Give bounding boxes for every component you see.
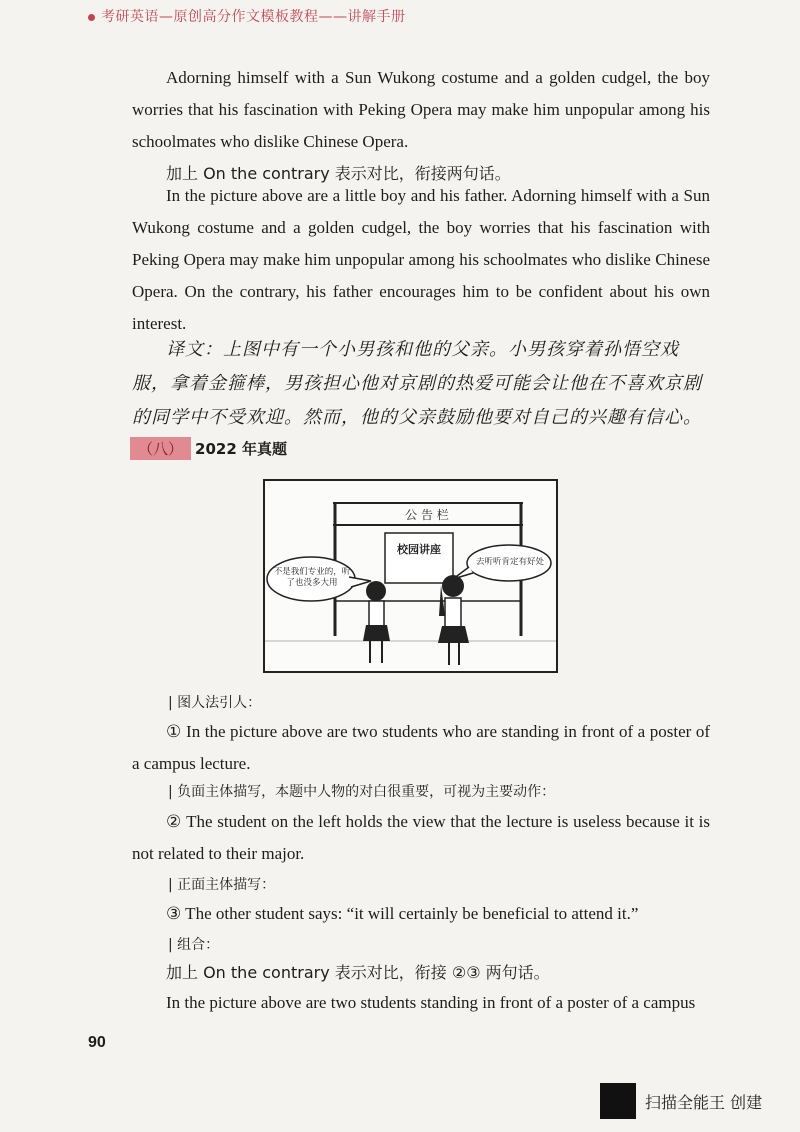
paragraph-1: Adorning himself with a Sun Wukong costume and a golden cudgel, the boy worries that his fascination with Peking Opera may make him unpopular among his schoolmates who dislike Chinese Opera. bbox=[132, 68, 710, 151]
step-3-label: | 正面主体描写： bbox=[168, 877, 276, 893]
step-5-text: In the picture above are two students standing in front of a poster of a campus bbox=[166, 993, 696, 1012]
qr-code-icon bbox=[600, 1083, 636, 1119]
board-title: 公 告 栏 bbox=[405, 508, 449, 522]
page-number: 90 bbox=[88, 1034, 106, 1051]
cartoon-illustration bbox=[265, 481, 556, 671]
step-2-text: ② The student on the left holds the view that the lecture is useless because it is not related to their major. bbox=[132, 812, 710, 863]
paragraph-3: In the picture above are a little boy and his father. Adorning himself with a Sun Wukong costume and a golden cudgel, the boy worries that his fascination with Peking Opera may make him unpopular among his schoolmates who dislike Chinese Opera. On the contrary, his father encourages him to be confident about his own interest. bbox=[132, 186, 710, 333]
step-1-label: | 图人法引人： bbox=[168, 695, 262, 711]
cartoon-figure bbox=[263, 479, 558, 673]
scanner-watermark: 扫描全能王 创建 bbox=[645, 1093, 763, 1112]
right-bubble-text: 去听听肯定有好处 bbox=[475, 557, 544, 567]
step-3-text: ③ The other student says: “it will certainly be beneficial to attend it.” bbox=[166, 904, 639, 923]
left-bubble-text: 不是我们专业的，听了也没多大用 bbox=[273, 567, 351, 588]
header-text: 考研英语—原创高分作文模板教程——讲解手册 bbox=[101, 9, 406, 25]
step-1-text: ① In the picture above are two students who are standing in front of a poster of a campus lecture. bbox=[132, 722, 710, 773]
step-2-label: | 负面主体描写，本题中人物的对白很重要，可视为主要动作： bbox=[168, 784, 556, 800]
section-heading bbox=[130, 437, 287, 460]
running-header bbox=[88, 6, 406, 26]
paragraph-2: 加上 On the contrary 表示对比，衔接两句话。 bbox=[166, 164, 511, 183]
step-4-label: | 组合： bbox=[168, 937, 220, 953]
section-tag: （八） bbox=[130, 437, 191, 460]
step-4-text: 加上 On the contrary 表示对比，衔接 ②③ 两句话。 bbox=[166, 963, 550, 982]
bullet-icon bbox=[88, 14, 95, 21]
poster-text: 校园讲座 bbox=[397, 543, 441, 556]
translation: 译文：上图中有一个小男孩和他的父亲。小男孩穿着孙悟空戏服，拿着金箍棒，男孩担心他对京剧的热爱可能会让他在不喜欢京剧的同学中不受欢迎。然而，他的父亲鼓励他要对自己的兴趣有信心。 bbox=[132, 339, 702, 428]
section-title: 2022 年真题 bbox=[195, 440, 287, 458]
